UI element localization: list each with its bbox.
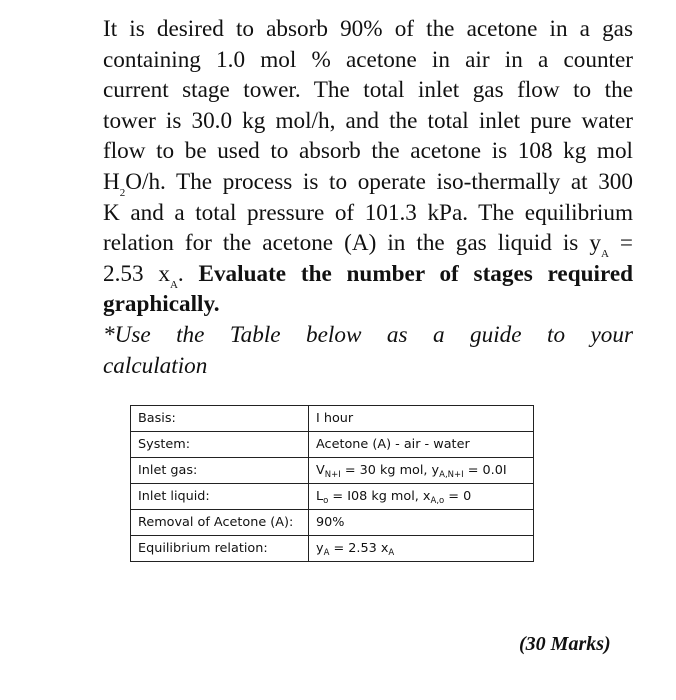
problem-line-5: flow to be used to absorb the acetone is 108 kg mol bbox=[103, 138, 633, 165]
problem-line-8 bbox=[103, 228, 633, 259]
table-value-system: Acetone (A) - air - water bbox=[309, 432, 534, 458]
table-label-basis: Basis: bbox=[131, 406, 309, 432]
table-value-equilibrium: $y_A = 2.53$ $x_A$ bbox=[309, 536, 534, 562]
table-label-inlet-gas: Inlet gas: bbox=[131, 458, 309, 484]
equilibrium-text: relation for the acetone (A) in the gas liquid is $y_A$ = bbox=[103, 230, 633, 259]
table-value-removal: 90% bbox=[309, 510, 534, 536]
problem-line-6 bbox=[103, 167, 633, 198]
hint-line-2: calculation bbox=[103, 352, 208, 379]
problem-line-4: tower is 30.0 kg mol/h, and the total inlet pure water bbox=[103, 107, 633, 134]
table-value-basis: I hour bbox=[309, 406, 534, 432]
table-row bbox=[131, 510, 534, 536]
problem-line-3: current stage tower. The total inlet gas flow to the bbox=[103, 77, 633, 104]
table-label-system: System: bbox=[131, 432, 309, 458]
table-label-equilibrium: Equilibrium relation: bbox=[131, 536, 309, 562]
given-data-table bbox=[130, 405, 534, 562]
equilibrium-formula: 2.53 $x_A$. bbox=[103, 260, 199, 290]
problem-line-9 bbox=[103, 259, 633, 290]
table-row bbox=[131, 458, 534, 484]
table-row bbox=[131, 536, 534, 562]
problem-statement bbox=[103, 14, 633, 381]
hint-line-1: *Use the Table below as a guide to your bbox=[103, 321, 633, 348]
problem-line-1: It is desired to absorb 90% of the acetone in a gas bbox=[103, 16, 633, 42]
formula-h2o: $H_2O/h$. The process is to operate iso-thermally at 300 bbox=[103, 168, 633, 198]
table-row bbox=[131, 484, 534, 510]
table-value-inlet-gas: $V_{N+I} = 30$ kg mol, $y_{A,N+I} = 0.0I$ bbox=[309, 458, 534, 484]
table-label-removal: Removal of Acetone (A): bbox=[131, 510, 309, 536]
table-value-inlet-liquid: $L_o = I08$ kg mol, $x_{A,o} = 0$ bbox=[309, 484, 534, 510]
problem-line-10: graphically. bbox=[103, 291, 220, 318]
table-row bbox=[131, 432, 534, 458]
marks-label: (30 Marks) bbox=[519, 633, 611, 655]
problem-line-7: K and a total pressure of 101.3 kPa. The equilibrium bbox=[103, 199, 633, 226]
table-row bbox=[131, 406, 534, 432]
problem-line-2: containing 1.0 mol % acetone in air in a counter bbox=[103, 46, 633, 73]
table-label-inlet-liquid: Inlet liquid: bbox=[131, 484, 309, 510]
task-instruction: Evaluate the number of stages required bbox=[198, 260, 633, 287]
